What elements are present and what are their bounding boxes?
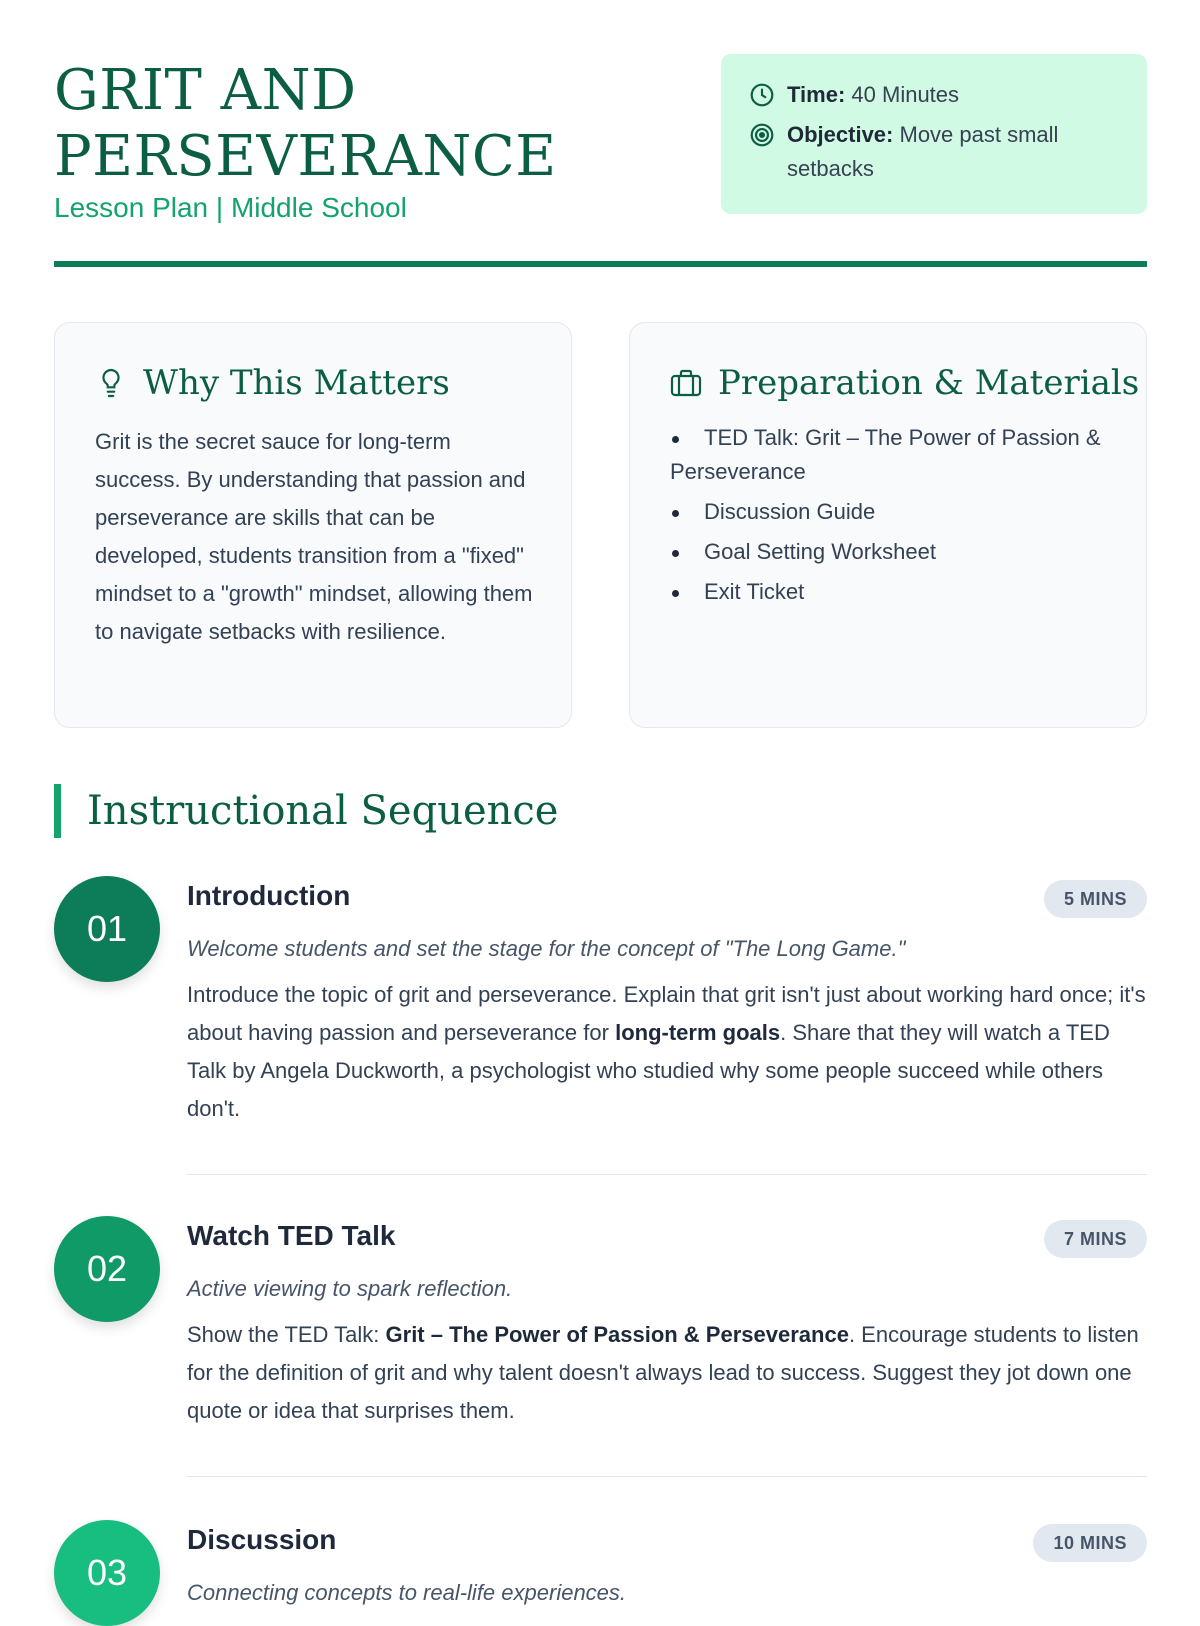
desc-text: . Share that they will watch a TED Talk by Angela Duckworth, a psychologist who studied why some people succeed while others don't.	[187, 1020, 1110, 1121]
why-card-header	[95, 363, 450, 403]
step-divider	[187, 1174, 1147, 1175]
clock-icon	[749, 78, 775, 112]
section-title: Instructional Sequence	[54, 784, 558, 838]
materials-list	[670, 421, 1110, 615]
objective-row	[749, 118, 1119, 186]
page-title	[54, 58, 557, 190]
materials-card	[629, 322, 1147, 728]
materials-card-header	[670, 363, 1139, 403]
page-subtitle: Lesson Plan | Middle School	[54, 192, 407, 223]
step-divider	[187, 1476, 1147, 1477]
desc-text: Show the TED Talk:	[187, 1322, 386, 1347]
title-line-1: GRIT AND	[54, 58, 357, 123]
step-number-badge: 01	[54, 876, 160, 982]
step-description	[187, 976, 1147, 1128]
step-title: Introduction	[187, 880, 351, 911]
time-label: Time:	[787, 82, 846, 107]
desc-emphasis: Grit – The Power of Passion & Perseverance	[385, 1322, 849, 1347]
desc-text: Introduce the topic of grit and perseverance. Explain that grit isn't just about working hard once; it's about having passion and perseverance for	[187, 982, 1146, 1045]
list-item: Goal Setting Worksheet	[670, 535, 1110, 569]
step-subtitle: Connecting concepts to real-life experiences.	[187, 1580, 627, 1605]
objective-value: Move past small setbacks	[787, 122, 1059, 181]
time-text	[787, 78, 959, 112]
lesson-info-box	[721, 54, 1147, 214]
title-line-2: PERSEVERANCE	[54, 124, 557, 189]
duration-badge: 5 MINS	[1044, 880, 1147, 918]
header	[54, 0, 1147, 268]
why-card-text: Grit is the secret sauce for long-term success. By understanding that passion and perseverance are skills that can be developed, students transition from a "fixed" mindset to a "growth" mindset, allowing them to navigate setbacks with resilience.	[95, 429, 533, 644]
step-title: Discussion	[187, 1524, 337, 1555]
time-value: 40 Minutes	[851, 82, 960, 107]
materials-card-title: Preparation & Materials	[718, 363, 1140, 403]
lightbulb-icon	[95, 363, 127, 403]
list-item: TED Talk: Grit – The Power of Passion & Perseverance	[670, 421, 1110, 489]
desc-emphasis: long-term goals	[615, 1020, 781, 1045]
list-item: Exit Ticket	[670, 575, 1110, 609]
header-divider	[54, 261, 1147, 267]
briefcase-icon	[670, 363, 702, 403]
desc-text: . Encourage students to listen for the definition of grit and why talent doesn't always lead to success. Suggest they jot down one quote or idea that surprises them.	[187, 1322, 1139, 1423]
target-icon	[749, 118, 775, 152]
step-subtitle: Active viewing to spark reflection.	[187, 1276, 513, 1301]
why-card-title: Why This Matters	[143, 363, 450, 403]
why-card	[54, 322, 572, 728]
objective-text	[787, 118, 1117, 186]
duration-badge: 7 MINS	[1044, 1220, 1147, 1258]
step-description	[187, 1316, 1147, 1430]
step-subtitle: Welcome students and set the stage for the concept of "The Long Game."	[187, 936, 906, 961]
step-title: Watch TED Talk	[187, 1220, 396, 1251]
lesson-plan-page	[54, 0, 1147, 1605]
step-number-badge: 03	[54, 1520, 160, 1626]
objective-label: Objective:	[787, 122, 894, 147]
list-item: Discussion Guide	[670, 495, 1110, 529]
step-number-badge: 02	[54, 1216, 160, 1322]
time-row	[749, 78, 1119, 112]
duration-badge: 10 MINS	[1033, 1524, 1147, 1562]
